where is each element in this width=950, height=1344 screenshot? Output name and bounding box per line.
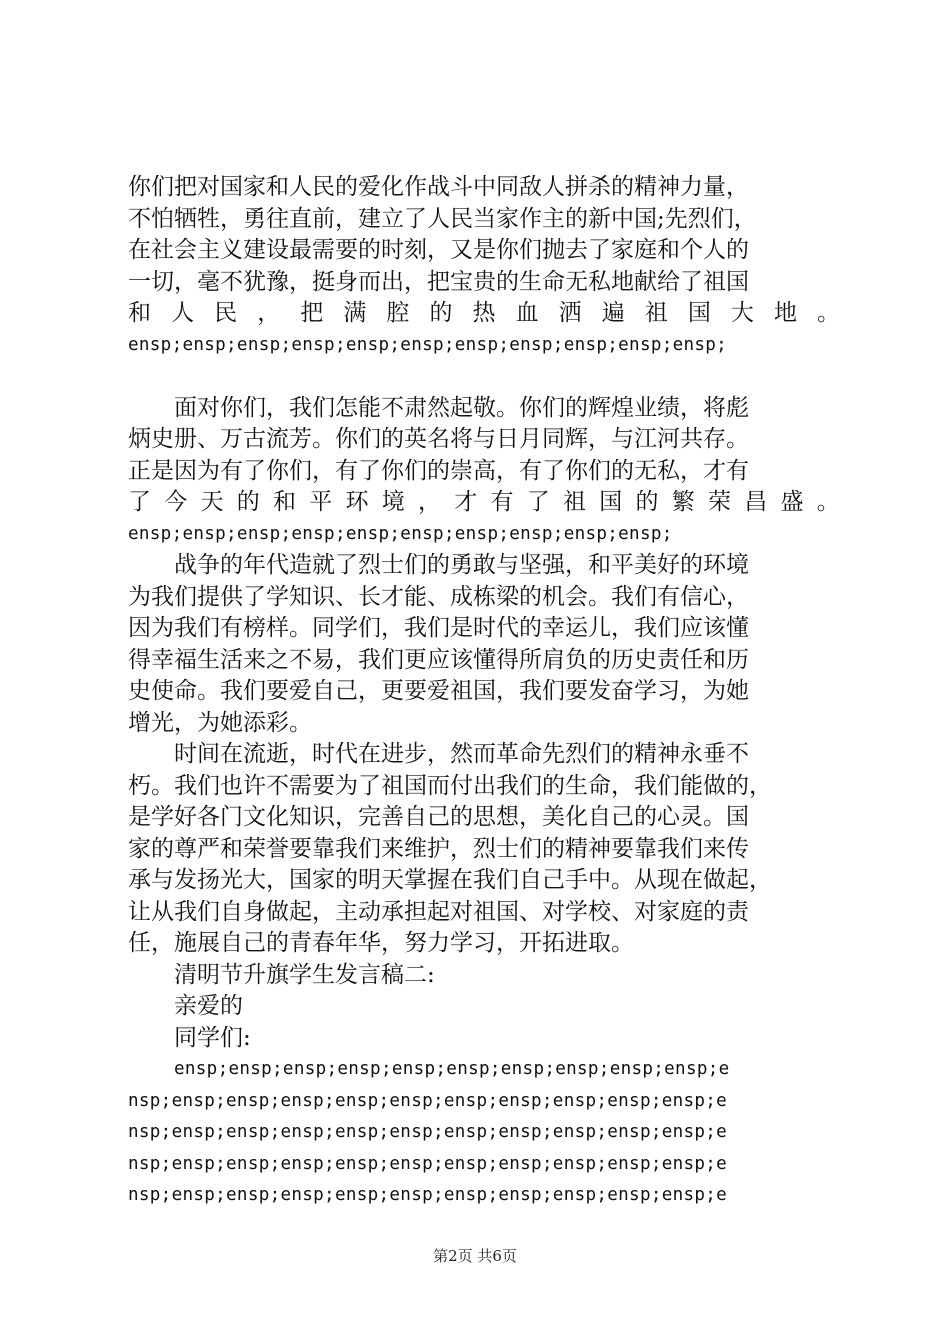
ensp-line: ensp;ensp;ensp;ensp;ensp;ensp;ensp;ensp;ensp;ensp;ensp; [128,334,728,355]
spread-character: 国 [599,489,623,515]
text-line: 承与发扬光大，国家的明天掌握在我们自己手中。从现在做起， [128,867,772,893]
salutation-line: 同学们: [174,1024,251,1051]
paragraph-start-line: 面对你们，我们怎能不肃然起敬。你们的辉煌业绩，将彪 [174,394,749,421]
spread-character: 境 [381,489,405,515]
spread-character: 天 [200,489,224,515]
text-line: 得幸福生活来之不易，我们更应该懂得所肩负的历史责任和历 [128,646,749,673]
text-line: 为我们提供了学知识、长才能、成栋梁的机会。我们有信心， [128,583,749,610]
spread-character: 的 [635,489,659,515]
spread-character: 和 [273,489,296,515]
text-line: 你们把对国家和人民的爱化作战斗中同敌人拼杀的精神力量， [128,174,749,200]
spread-character: 腔 [386,300,410,326]
spread-character: 昌 [744,489,768,515]
spread-character: 和 [128,300,151,326]
ensp-line: ensp;ensp;ensp;ensp;ensp;ensp;ensp;ensp;ensp;ensp;e [174,1059,730,1079]
spread-character: 今 [164,489,188,515]
text-line: 增光，为她添彩。 [128,709,312,736]
spread-character: 了 [526,489,550,515]
spread-character: 盛 [780,489,804,515]
spread-character: 的 [429,300,453,326]
spread-character: 才 [454,489,478,515]
spread-text-line [128,487,840,519]
paragraph-gap [128,361,840,393]
text-line: 因为我们有榜样。同学们，我们是时代的幸运儿，我们应该懂 [128,615,749,641]
spread-character: 的 [236,489,260,515]
text-line: 让从我们自身做起，主动承担起对祖国、对学校、对家庭的责 [128,898,749,925]
spread-character: 有 [490,489,514,515]
document-body [128,172,840,1212]
text-line: 在社会主义建设最需要的时刻，又是你们抛去了家庭和个人的 [128,237,749,263]
spread-character: 了 [128,489,151,515]
spread-character: 血 [515,300,539,326]
text-line: 炳史册、万古流芳。你们的英名将与日月同辉，与江河共存。 [128,426,749,452]
spread-character: 大 [730,300,754,326]
paragraph-start-line: 战争的年代造就了烈士们的勇敢与坚强，和平美好的环境 [174,552,749,578]
text-line: 任，施展自己的青春年华，努力学习，开拓进取。 [128,930,634,956]
spread-character: 繁 [671,489,695,515]
spread-character: 荣 [708,489,731,515]
spread-character: 国 [687,300,711,326]
spread-character: 民 [214,300,238,326]
text-line: 是学好各门文化知识，完善自己的思想，美化自己的心灵。国 [128,804,749,830]
section-heading: 清明节升旗学生发言稿二: [174,961,435,988]
text-line: 一切，毫不犹豫，挺身而出，把宝贵的生命无私地献给了祖国 [128,268,749,295]
spread-character: ， [257,300,281,326]
spread-character: 地 [773,300,797,326]
spread-character: 环 [345,489,369,515]
spread-text-line [128,298,840,330]
spread-character: 遍 [601,300,625,326]
ensp-line: nsp;ensp;ensp;ensp;ensp;ensp;ensp;ensp;ensp;ensp;ensp;e [128,1153,728,1174]
spread-character: ， [418,489,441,515]
ensp-line: nsp;ensp;ensp;ensp;ensp;ensp;ensp;ensp;ensp;ensp;ensp;e [128,1090,728,1111]
ensp-line: ensp;ensp;ensp;ensp;ensp;ensp;ensp;ensp;ensp;ensp; [128,523,673,544]
spread-character: 人 [171,300,195,326]
text-line: 不怕牺牲，勇往直前，建立了人民当家作主的新中国;先烈们， [128,205,757,232]
spread-character: 。 [816,489,840,515]
paragraph-start-line: 时间在流逝，时代在进步，然而革命先烈们的精神永垂不 [174,741,749,767]
spread-character: 祖 [644,300,668,326]
ensp-line: nsp;ensp;ensp;ensp;ensp;ensp;ensp;ensp;ensp;ensp;ensp;e [128,1122,728,1142]
spread-character: 满 [343,300,367,326]
text-line: 史使命。我们要爱自己，更要爱祖国，我们要发奋学习，为她 [128,678,749,704]
text-line: 正是因为有了你们，有了你们的崇高，有了你们的无私，才有 [128,457,749,484]
spread-character: 平 [309,489,333,515]
spread-character: 祖 [563,489,586,515]
salutation-line: 亲爱的 [174,993,243,1019]
spread-character: 洒 [558,300,582,326]
ensp-line: nsp;ensp;ensp;ensp;ensp;ensp;ensp;ensp;ensp;ensp;ensp;e [128,1185,728,1205]
text-line: 朽。我们也许不需要为了祖国而付出我们的生命，我们能做的， [128,772,772,799]
spread-character: 。 [817,300,840,326]
text-line: 家的尊严和荣誉要靠我们来维护，烈士们的精神要靠我们来传 [128,835,749,862]
spread-character: 把 [300,300,324,326]
spread-character: 热 [472,300,496,326]
page-number: 第2页 共6页 [433,1247,517,1265]
